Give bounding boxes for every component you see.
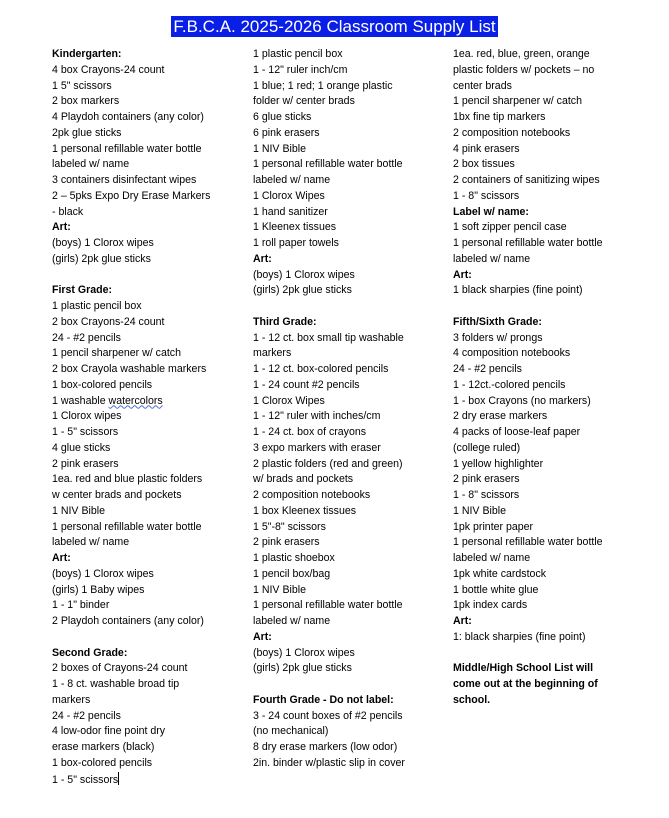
list-item (253, 157, 448, 173)
heading-text: Art: (253, 630, 272, 643)
list-item (253, 457, 448, 473)
list-item (253, 709, 448, 725)
item-text: 1 roll paper towels (253, 237, 339, 249)
list-item (253, 756, 448, 772)
heading-text: Art: (52, 552, 71, 564)
item-text: (girls) 1 Baby wipes (52, 583, 145, 596)
list-item (52, 441, 242, 457)
item-text: (college ruled) (453, 441, 521, 454)
list-item (253, 441, 448, 457)
item-text: 2 pink erasers (52, 457, 119, 470)
list-item (253, 63, 448, 79)
list-item (52, 362, 242, 378)
list-item (253, 220, 448, 236)
item-text: 1 pencil box/bag (253, 567, 331, 580)
list-item (253, 646, 448, 662)
list-item (253, 331, 448, 347)
item-text: 1 hand sanitizer (253, 205, 328, 218)
item-text: 2 dry erase markers (453, 410, 548, 423)
item-text: markers (52, 693, 91, 706)
list-item (52, 299, 242, 315)
list-item (253, 47, 448, 63)
item-text: (boys) 1 Clorox wipes (52, 237, 154, 249)
list-item (52, 252, 242, 268)
item-text: 1 - 12" ruler with inches/cm (253, 410, 381, 423)
item-text: 2 boxes of Crayons-24 count (52, 662, 188, 675)
list-item (52, 488, 242, 504)
heading-text: Label w/ name: (453, 205, 529, 218)
list-item (453, 598, 653, 614)
item-text: 1 plastic pencil box (52, 300, 142, 312)
item-text: 1 Kleenex tissues (253, 221, 337, 234)
list-item (253, 236, 448, 252)
item-text: (boys) 1 Clorox wipes (52, 567, 154, 580)
item-text: 1pk white cardstock (453, 567, 547, 580)
section-heading (453, 661, 653, 677)
item-text: 1 - 24 count #2 pencils (253, 378, 360, 391)
list-item (52, 724, 242, 740)
list-item (52, 315, 242, 331)
list-item (253, 567, 448, 583)
heading-text: school. (453, 693, 491, 706)
item-text: (girls) 2pk glue sticks (52, 252, 151, 265)
list-item (52, 126, 242, 142)
list-item (253, 362, 448, 378)
list-item (253, 205, 448, 221)
list-item (52, 110, 242, 126)
list-item (52, 79, 242, 95)
item-text: (boys) 1 Clorox wipes (253, 268, 355, 281)
text-cursor (118, 772, 119, 785)
list-item (253, 598, 448, 614)
item-text: w center brads and pockets (52, 489, 182, 501)
list-item (253, 551, 448, 567)
item-text: 24 - #2 pencils (453, 363, 522, 375)
item-text: 1 - 12 ct. box small tip washable (253, 331, 404, 344)
item-text: labeled w/ name (453, 552, 531, 564)
item-text: 1 NIV Bible (253, 142, 306, 155)
spacer (253, 299, 448, 315)
item-text: 2 pink erasers (253, 536, 320, 549)
item-text: 2 box tissues (453, 158, 515, 171)
list-item (52, 94, 242, 110)
item-text: 8 dry erase markers (low odor) (253, 741, 398, 753)
spacer (453, 299, 653, 315)
item-text: 2 box Crayons-24 count (52, 315, 165, 328)
item-text: 1 5"-8" scissors (253, 520, 326, 533)
list-item (253, 94, 448, 110)
item-text: 1ea. red and blue plastic folders (52, 473, 203, 486)
item-text: 4 Playdoh containers (any color) (52, 111, 204, 123)
list-item (453, 457, 653, 473)
list-item (52, 425, 242, 441)
item-text: labeled w/ name (52, 536, 130, 549)
list-item (52, 157, 242, 173)
item-text: 4 box Crayons-24 count (52, 63, 165, 76)
item-text: 1 black sharpies (fine point) (453, 284, 583, 297)
item-text: 24 - #2 pencils (52, 331, 121, 344)
item-text: 2 – 5pks Expo Dry Erase Markers (52, 189, 211, 202)
list-item (52, 598, 242, 614)
section-heading (453, 693, 653, 709)
item-text: 2in. binder w/plastic slip in cover (253, 756, 405, 769)
heading-text: Third Grade: (253, 315, 317, 328)
item-text: center brads (453, 79, 512, 92)
spacer (52, 268, 242, 284)
item-text: 1 - 24 ct. box of crayons (253, 426, 367, 438)
list-item (253, 724, 448, 740)
list-item (453, 394, 653, 410)
heading-text: Art: (52, 221, 71, 234)
item-text: labeled w/ name (253, 615, 331, 627)
list-item (52, 693, 242, 709)
list-item (253, 614, 448, 630)
item-text: 1 - 5" scissors (52, 426, 119, 438)
item-text: 1 NIV Bible (453, 504, 506, 517)
list-item (453, 551, 653, 567)
item-text: 4 packs of loose-leaf paper (453, 426, 581, 438)
item-text: 1 blue; 1 red; 1 orange plastic (253, 79, 393, 92)
list-item (453, 126, 653, 142)
heading-text: Middle/High School List will (453, 662, 594, 675)
list-item (52, 331, 242, 347)
list-item (253, 504, 448, 520)
item-text: 1 - 12 ct. box-colored pencils (253, 363, 389, 375)
item-text: 1 NIV Bible (52, 504, 105, 517)
item-text: 1 pencil sharpener w/ catch (453, 95, 582, 108)
section-heading (253, 630, 448, 646)
item-text: 1 pencil sharpener w/ catch (52, 347, 181, 360)
column-2 (253, 47, 448, 772)
list-item (253, 425, 448, 441)
section-heading (253, 252, 448, 268)
list-item (253, 520, 448, 536)
list-item (453, 220, 653, 236)
list-item (453, 504, 653, 520)
list-item (52, 394, 242, 410)
item-text: 3 folders w/ prongs (453, 331, 543, 344)
item-text: 1 NIV Bible (253, 583, 306, 596)
list-item (52, 677, 242, 693)
item-text: 1 personal refillable water bottle (52, 142, 202, 155)
list-item (453, 520, 653, 536)
item-text: 1 yellow highlighter (453, 457, 544, 470)
heading-text: First Grade: (52, 284, 113, 297)
list-item (253, 268, 448, 284)
list-item (453, 346, 653, 362)
list-item (52, 63, 242, 79)
heading-text: Fourth Grade - Do not label: (253, 693, 394, 706)
section-heading (253, 693, 448, 709)
list-item (253, 740, 448, 756)
list-item (52, 614, 242, 630)
item-text: 2 composition notebooks (453, 126, 571, 139)
item-text: 3 containers disinfectant wipes (52, 174, 197, 186)
list-item (453, 79, 653, 95)
item-text: 1 - 8 ct. washable broad tip (52, 678, 180, 690)
item-text: plastic folders w/ pockets – no (453, 63, 595, 76)
item-text: 1 box Kleenex tissues (253, 504, 357, 517)
item-text: 1 Clorox wipes (52, 410, 122, 423)
item-text: 2 composition notebooks (253, 489, 371, 501)
page-title: F.B.C.A. 2025-2026 Classroom Supply List (173, 17, 496, 36)
item-text: 1 personal refillable water bottle (253, 599, 403, 612)
item-text: 4 glue sticks (52, 441, 111, 454)
section-heading (453, 315, 653, 331)
spacer (253, 677, 448, 693)
spacer (453, 646, 653, 662)
item-text: 1 soft zipper pencil case (453, 221, 567, 234)
section-heading (52, 646, 242, 662)
item-text: - black (52, 205, 84, 218)
list-item (52, 520, 242, 536)
item-text: 1 personal refillable water bottle (253, 158, 403, 171)
list-item (453, 331, 653, 347)
list-item (52, 772, 242, 789)
item-text: folder w/ center brads (253, 95, 355, 108)
list-item (453, 488, 653, 504)
section-heading (52, 551, 242, 567)
list-item (453, 425, 653, 441)
item-text: markers (253, 347, 292, 360)
item-text: 3 expo markers with eraser (253, 441, 381, 454)
heading-text: Kindergarten: (52, 48, 122, 60)
list-item (253, 535, 448, 551)
list-item (453, 252, 653, 268)
list-item (52, 504, 242, 520)
item-text: 2 box Crayola washable markers (52, 363, 207, 375)
item-text: 2 Playdoh containers (any color) (52, 615, 204, 627)
item-text: 1 personal refillable water bottle (453, 536, 603, 549)
item-text: (boys) 1 Clorox wipes (253, 646, 355, 659)
item-text: 1pk index cards (453, 599, 528, 612)
item-text: 1 - 12ct.-colored pencils (453, 378, 566, 391)
list-item (253, 488, 448, 504)
item-text: w/ brads and pockets (253, 473, 354, 486)
list-item (52, 189, 242, 205)
section-heading (52, 283, 242, 299)
list-item (453, 157, 653, 173)
heading-text: Art: (453, 615, 472, 627)
item-text: 1 bottle white glue (453, 583, 539, 596)
list-item (52, 205, 242, 221)
item-text: labeled w/ name (253, 174, 331, 186)
item-text: 1 plastic pencil box (253, 48, 343, 60)
item-text: labeled w/ name (52, 158, 130, 171)
list-item (453, 110, 653, 126)
list-item (253, 142, 448, 158)
section-heading (453, 205, 653, 221)
column-3 (453, 47, 653, 709)
heading-text: Second Grade: (52, 646, 128, 659)
section-heading (453, 268, 653, 284)
list-item (453, 63, 653, 79)
list-item (253, 583, 448, 599)
item-text: 2 pink erasers (453, 473, 520, 486)
item-text: labeled w/ name (453, 252, 531, 265)
list-item (253, 110, 448, 126)
list-item (253, 472, 448, 488)
list-item (453, 441, 653, 457)
item-text: 1 - 5" scissors (52, 773, 119, 786)
section-heading (52, 47, 242, 63)
spellcheck-word: watercolors (108, 394, 163, 407)
item-text: 3 - 24 count boxes of #2 pencils (253, 709, 403, 722)
list-item (52, 378, 242, 394)
section-heading (52, 220, 242, 236)
item-text: 1bx fine tip markers (453, 111, 546, 123)
title-wrapper (0, 16, 669, 37)
list-item (453, 472, 653, 488)
list-item (52, 740, 242, 756)
list-item (52, 583, 242, 599)
item-text: (girls) 2pk glue sticks (253, 284, 352, 297)
item-text: 1pk printer paper (453, 520, 534, 533)
list-item (52, 472, 242, 488)
heading-text: Art: (453, 268, 472, 281)
list-item (453, 362, 653, 378)
list-item (453, 378, 653, 394)
list-item (253, 189, 448, 205)
list-item (253, 346, 448, 362)
list-item (453, 189, 653, 205)
item-text: (girls) 2pk glue sticks (253, 662, 352, 675)
item-text: 2 plastic folders (red and green) (253, 457, 403, 470)
list-item (453, 583, 653, 599)
item-text: 1 box-colored pencils (52, 378, 153, 391)
list-item (52, 756, 242, 772)
item-text: 1 Clorox Wipes (253, 394, 325, 407)
list-item (453, 409, 653, 425)
list-item (453, 236, 653, 252)
item-text: 2 containers of sanitizing wipes (453, 174, 600, 186)
list-item (453, 283, 653, 299)
item-text: erase markers (black) (52, 741, 155, 753)
item-text: 1: black sharpies (fine point) (453, 630, 586, 643)
item-text: 4 composition notebooks (453, 347, 571, 360)
item-text: 1 personal refillable water bottle (52, 520, 202, 533)
list-item (52, 457, 242, 473)
list-item (253, 283, 448, 299)
column-1 (52, 47, 242, 788)
list-item (52, 409, 242, 425)
item-text: 4 low-odor fine point dry (52, 725, 166, 738)
heading-text: Fifth/Sixth Grade: (453, 315, 542, 328)
list-item (52, 173, 242, 189)
list-item (52, 709, 242, 725)
spacer (52, 630, 242, 646)
list-item (52, 661, 242, 677)
item-text: 2pk glue sticks (52, 126, 122, 139)
heading-text: Art: (253, 252, 272, 265)
item-text: 1ea. red, blue, green, orange (453, 48, 590, 60)
list-item (52, 142, 242, 158)
item-text: 1 - 8" scissors (453, 189, 520, 202)
item-text: 1 - 12" ruler inch/cm (253, 63, 348, 76)
list-item (253, 126, 448, 142)
item-text: 1 washable (52, 394, 109, 407)
list-item (253, 394, 448, 410)
item-text: 24 - #2 pencils (52, 709, 121, 722)
list-item (453, 630, 653, 646)
item-text: 6 pink erasers (253, 126, 320, 139)
item-text: 1 Clorox Wipes (253, 189, 325, 202)
list-item (453, 142, 653, 158)
item-text: 4 pink erasers (453, 142, 520, 155)
list-item (253, 79, 448, 95)
section-heading (453, 677, 653, 693)
list-item (52, 346, 242, 362)
list-item (52, 236, 242, 252)
list-item (52, 567, 242, 583)
item-text: 6 glue sticks (253, 111, 312, 123)
item-text: (no mechanical) (253, 725, 329, 738)
list-item (453, 173, 653, 189)
item-text: 1 5" scissors (52, 79, 112, 92)
list-item (253, 409, 448, 425)
list-item (453, 535, 653, 551)
heading-text: come out at the beginning of (453, 678, 598, 690)
list-item (253, 378, 448, 394)
item-text: 1 box-colored pencils (52, 756, 153, 769)
item-text: 1 - box Crayons (no markers) (453, 394, 591, 407)
item-text: 2 box markers (52, 95, 120, 108)
item-text: 1 personal refillable water bottle (453, 237, 603, 249)
item-text: 1 - 8" scissors (453, 489, 520, 501)
list-item (253, 661, 448, 677)
list-item (453, 47, 653, 63)
section-heading (453, 614, 653, 630)
list-item (453, 567, 653, 583)
list-item (52, 535, 242, 551)
item-text: 1 plastic shoebox (253, 552, 335, 564)
list-item (253, 173, 448, 189)
section-heading (253, 315, 448, 331)
item-text: 1 - 1" binder (52, 599, 110, 612)
list-item (453, 94, 653, 110)
